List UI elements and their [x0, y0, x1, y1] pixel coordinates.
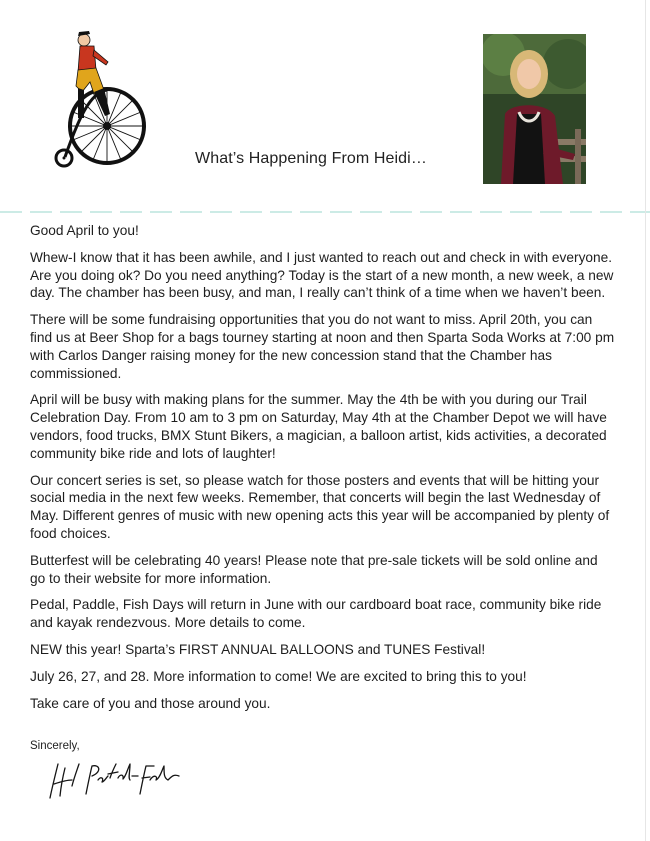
page-title: What’s Happening From Heidi…: [195, 150, 427, 167]
closing: Sincerely,: [30, 740, 80, 752]
letter-body: [30, 222, 616, 721]
portrait-photo: [483, 34, 586, 184]
paragraph-checkin: Whew-I know that it has been awhile, and I just wanted to reach out and check in with everyone. Are you doing ok? Do you need anything? Today is the start of a new month, a new week, a new day. The chamber has been busy, and man, I really can’t think of a time when we haven’t been.: [30, 249, 614, 301]
paragraph-pedal-paddle: Pedal, Paddle, Fish Days will return in June with our cardboard boat race, community bike ride and kayak rendezvous. More details to come.: [30, 597, 602, 631]
paragraph-take-care: Take care of you and those around you.: [30, 695, 271, 711]
header-divider: [0, 211, 650, 213]
greeting: Good April to you!: [30, 223, 139, 238]
handwritten-signature: [46, 758, 181, 803]
paragraph-concerts: Our concert series is set, so please watch for those posters and events that will be hitting your social media in the next few weeks. Remember, that concerts will begin the last Wednesday of May. Different genres of music with new opening acts this year will be accompanied by plenty of food choices.: [30, 472, 610, 541]
penny-farthing-logo: [50, 30, 150, 175]
paragraph-trail-day: April will be busy with making plans for the summer. May the 4th be with you during our Trail Celebration Day. From 10 am to 3 pm on Saturday, May 4th at the Chamber Depot we will have vendors, food trucks, BMX Stunt Bikers, a magician, a balloon artist, kids activities, a decorated community bike ride and lots of laughter!: [30, 392, 607, 461]
paragraph-balloons: NEW this year! Sparta’s FIRST ANNUAL BALLOONS and TUNES Festival!: [30, 641, 486, 657]
paragraph-butterfest: Butterfest will be celebrating 40 years! Please note that pre-sale tickets will be sold online and go to their website for more information.: [30, 552, 598, 586]
paragraph-fundraising: There will be some fundraising opportunities that you do not want to miss. April 20th, you can find us at Beer Shop for a bags tourney starting at noon and then Sparta Soda Works at 7:00 pm with Carlos Danger raising money for the new concession stand that the Chamber has commissioned.: [30, 312, 615, 381]
paragraph-dates: July 26, 27, and 28. More information to come! We are excited to bring this to you!: [30, 668, 527, 684]
page-edge: [645, 0, 646, 841]
